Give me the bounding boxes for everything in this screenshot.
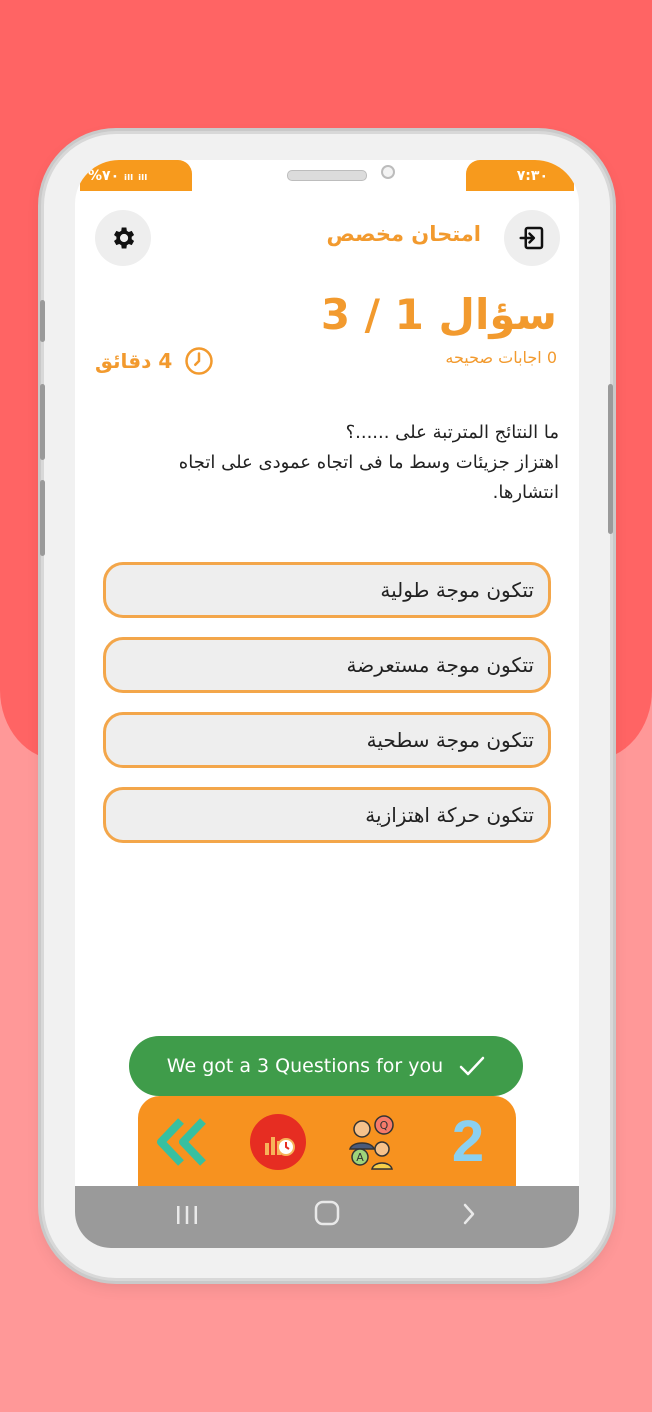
question-number: 2 bbox=[451, 1109, 485, 1174]
answer-option-2[interactable]: تتكون موجة مستعرضة bbox=[103, 637, 551, 693]
double-chevron-left-icon bbox=[153, 1117, 211, 1167]
back-button[interactable] bbox=[152, 1112, 212, 1172]
home-icon bbox=[314, 1200, 340, 1226]
page-title: امتحان مخصص bbox=[326, 222, 481, 246]
app-screen bbox=[75, 160, 579, 1248]
settings-button[interactable] bbox=[95, 210, 151, 266]
phone-side-button bbox=[40, 300, 45, 342]
qa-people-icon bbox=[342, 1113, 402, 1171]
stats-clock-icon bbox=[259, 1123, 297, 1161]
question-line-2: اهتزاز جزيئات وسط ما فى اتجاه عمودى على اتجاه انتشارها. bbox=[178, 452, 559, 503]
phone-side-button bbox=[40, 384, 45, 460]
answer-options bbox=[103, 562, 551, 862]
stats-button[interactable] bbox=[248, 1112, 308, 1172]
timer-unit: دقائق bbox=[95, 349, 152, 373]
home-button[interactable] bbox=[297, 1200, 357, 1234]
exit-button[interactable] bbox=[504, 210, 560, 266]
timer-value: 4 bbox=[158, 349, 173, 373]
status-bar-right bbox=[466, 160, 574, 191]
toast-notification bbox=[129, 1036, 523, 1096]
system-nav-bar bbox=[75, 1186, 579, 1248]
phone-power-button bbox=[608, 384, 613, 534]
recent-apps-icon bbox=[175, 1204, 199, 1226]
correct-answers-count: 0 اجابات صحيحه bbox=[445, 348, 557, 367]
status-time: ٧:٣٠ bbox=[516, 168, 548, 184]
speaker bbox=[287, 170, 367, 181]
check-icon bbox=[459, 1055, 485, 1077]
timer-label bbox=[95, 349, 172, 373]
status-bar-left bbox=[80, 160, 192, 191]
recent-apps-button[interactable] bbox=[157, 1200, 217, 1234]
svg-text:Q: Q bbox=[379, 1119, 389, 1132]
qa-button[interactable] bbox=[342, 1112, 402, 1172]
question-counter: سؤال 1 / 3 bbox=[320, 290, 557, 339]
bottom-toolbar bbox=[138, 1096, 516, 1188]
svg-text:A: A bbox=[356, 1151, 364, 1164]
answer-option-4[interactable]: تتكون حركة اهتزازية bbox=[103, 787, 551, 843]
question-text bbox=[119, 418, 559, 508]
timer bbox=[95, 346, 214, 376]
chevron-right-icon bbox=[460, 1202, 478, 1226]
exit-icon bbox=[517, 223, 547, 253]
answer-option-1[interactable]: تتكون موجة طولية bbox=[103, 562, 551, 618]
front-camera bbox=[381, 165, 395, 179]
phone-side-button bbox=[40, 480, 45, 556]
gear-icon bbox=[109, 224, 137, 252]
question-number-badge[interactable] bbox=[438, 1109, 498, 1174]
answer-option-3[interactable]: تتكون موجة سطحية bbox=[103, 712, 551, 768]
clock-icon bbox=[184, 346, 214, 376]
back-nav-button[interactable] bbox=[439, 1200, 499, 1234]
status-indicators: %٧٠ ᵢₗₗ ᵢₗₗ bbox=[88, 168, 148, 184]
toast-message: We got a 3 Questions for you bbox=[166, 1055, 444, 1077]
question-line-1: ما النتائج المترتبة على ......؟ bbox=[345, 422, 559, 443]
